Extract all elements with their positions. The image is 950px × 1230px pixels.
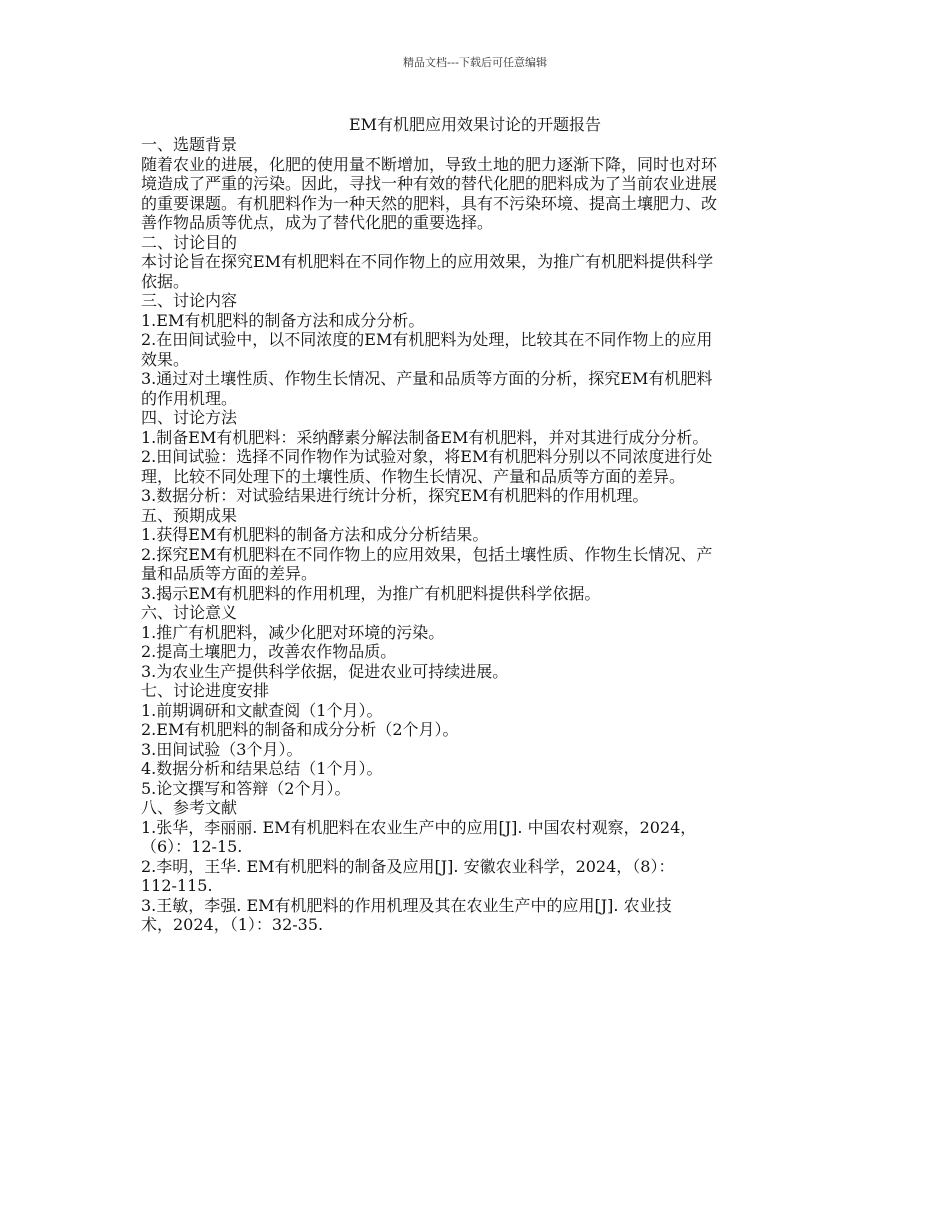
text-line: 2.提高土壤肥力，改善农作物品质。 xyxy=(141,642,397,661)
document-title: EM有机肥应用效果讨论的开题报告 xyxy=(348,115,602,134)
text-line: 3.数据分析：对试验结果进行统计分析，探究EM有机肥料的作用机理。 xyxy=(141,486,649,505)
text-line: 5.论文撰写和答辩（2个月）。 xyxy=(141,778,351,798)
text-line: 2.田间试验：选择不同作物作为试验对象，将EM有机肥料分别以不同浓度进行处 xyxy=(141,447,713,466)
text-line: 3.田间试验（3个月）。 xyxy=(141,739,303,759)
text-line: 3.揭示EM有机肥料的作用机理，为推广有机肥料提供科学依据。 xyxy=(141,583,601,603)
text-line: 1.EM有机肥料的制备方法和成分分析。 xyxy=(141,310,425,330)
text-line: 量和品质等方面的差异。 xyxy=(141,564,318,583)
text-line: 理，比较不同处理下的土壤性质、作物生长情况、产量和品质等方面的差异。 xyxy=(141,466,686,486)
page-header-note: 精品文档---下载后可任意编辑 xyxy=(403,56,547,69)
text-line: 八、参考文献 xyxy=(141,798,238,817)
text-line: 的重要课题。有机肥料作为一种天然的肥料，具有不污染环境、提高土壤肥力、改 xyxy=(141,193,718,213)
text-line: 1.推广有机肥料，减少化肥对环境的污染。 xyxy=(141,622,445,642)
text-line: 随着农业的进展，化肥的使用量不断增加，导致土地的肥力逐渐下降，同时也对环 xyxy=(141,154,718,174)
text-line: 五、预期成果 xyxy=(141,505,238,525)
text-line: 112-115. xyxy=(141,876,213,895)
text-line: 七、讨论进度安排 xyxy=(141,681,270,700)
text-line: 3.通过对土壤性质、作物生长情况、产量和品质等方面的分析，探究EM有机肥料 xyxy=(141,369,713,388)
text-line: 4.数据分析和结果总结（1个月）。 xyxy=(141,759,383,778)
text-line: 四、讨论方法 xyxy=(141,408,238,427)
text-line: 1.制备EM有机肥料：采纳酵素分解法制备EM有机肥料，并对其进行成分分析。 xyxy=(141,427,709,447)
text-line: 的作用机理。 xyxy=(141,388,238,408)
document-body xyxy=(141,135,821,935)
text-line: 1.张华，李丽丽. EM有机肥料在农业生产中的应用[J]. 中国农村观察，2024， xyxy=(141,817,697,837)
text-line: 2.李明，王华. EM有机肥料的制备及应用[J]. 安徽农业科学，2024，（8）： xyxy=(141,856,675,876)
text-line: 三、讨论内容 xyxy=(141,291,238,310)
text-line: 2.探究EM有机肥料在不同作物上的应用效果，包括土壤性质、作物生长情况、产 xyxy=(141,544,713,564)
text-line: 效果。 xyxy=(141,349,190,369)
text-line: 一、选题背景 xyxy=(141,135,238,154)
text-line: 3.为农业生产提供科学依据，促进农业可持续进展。 xyxy=(141,661,509,681)
text-line: （6）：12-15. xyxy=(141,837,243,856)
text-line: 术，2024，（1）：32-35. xyxy=(141,915,324,934)
text-line: 本讨论旨在探究EM有机肥料在不同作物上的应用效果，为推广有机肥料提供科学 xyxy=(141,252,714,271)
text-line: 六、讨论意义 xyxy=(141,603,238,622)
text-line: 依据。 xyxy=(141,271,190,291)
text-line: 境造成了严重的污染。因此，寻找一种有效的替代化肥的肥料成为了当前农业进展 xyxy=(141,174,718,193)
text-line: 1.获得EM有机肥料的制备方法和成分分析结果。 xyxy=(141,525,489,544)
text-line: 3.王敏，李强. EM有机肥料的作用机理及其在农业生产中的应用[J]. 农业技 xyxy=(141,895,672,915)
text-line: 善作物品质等优点，成为了替代化肥的重要选择。 xyxy=(141,213,494,232)
text-line: 2.EM有机肥料的制备和成分分析（2个月）。 xyxy=(141,720,459,739)
text-line: 1.前期调研和文献查阅（1个月）。 xyxy=(141,700,383,720)
text-line: 二、讨论目的 xyxy=(141,232,238,252)
text-line: 2.在田间试验中，以不同浓度的EM有机肥料为处理，比较其在不同作物上的应用 xyxy=(141,330,713,349)
